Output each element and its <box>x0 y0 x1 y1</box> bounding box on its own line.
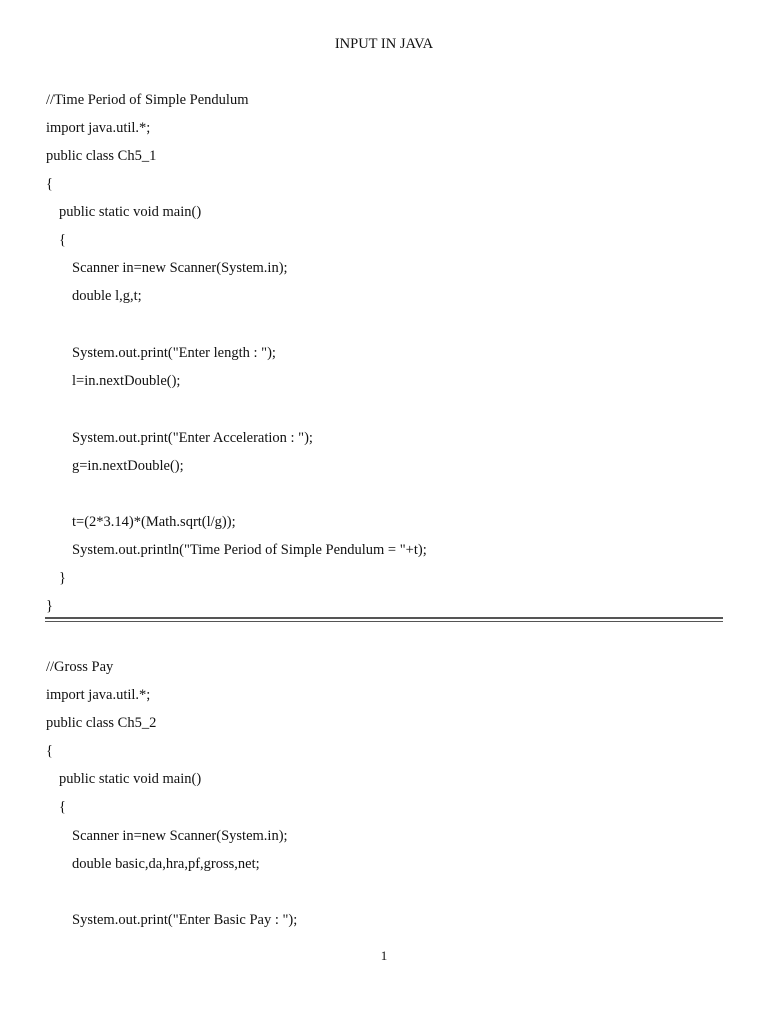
code-line: Scanner in=new Scanner(System.in); <box>72 828 288 844</box>
code-line: public class Ch5_2 <box>46 715 157 731</box>
code-line: } <box>59 570 66 586</box>
code-line: { <box>46 743 53 759</box>
code-line: double basic,da,hra,pf,gross,net; <box>72 856 260 872</box>
code-line: System.out.print("Enter Basic Pay : "); <box>72 912 298 928</box>
code-comment: //Gross Pay <box>46 659 114 675</box>
page-title: INPUT IN JAVA <box>334 36 434 52</box>
code-line: } <box>46 598 53 614</box>
code-line: import java.util.*; <box>46 120 151 136</box>
code-line: double l,g,t; <box>72 288 142 304</box>
code-line: { <box>46 176 53 192</box>
code-line: import java.util.*; <box>46 687 151 703</box>
code-line: System.out.print("Enter length : "); <box>72 345 276 361</box>
code-line: { <box>59 232 66 248</box>
code-comment: //Time Period of Simple Pendulum <box>46 92 249 108</box>
page-number: 1 <box>380 948 388 963</box>
code-line: System.out.println("Time Period of Simple Pendulum = "+t); <box>72 542 427 558</box>
code-line: Scanner in=new Scanner(System.in); <box>72 260 288 276</box>
code-line: g=in.nextDouble(); <box>72 458 184 474</box>
code-line: t=(2*3.14)*(Math.sqrt(l/g)); <box>72 514 236 530</box>
code-line: System.out.print("Enter Acceleration : "); <box>72 430 313 446</box>
code-line: public class Ch5_1 <box>46 148 157 164</box>
code-line: public static void main() <box>59 204 202 220</box>
code-line: l=in.nextDouble(); <box>72 373 181 389</box>
section-separator <box>45 617 723 622</box>
code-line: { <box>59 799 66 815</box>
code-line: public static void main() <box>59 771 202 787</box>
